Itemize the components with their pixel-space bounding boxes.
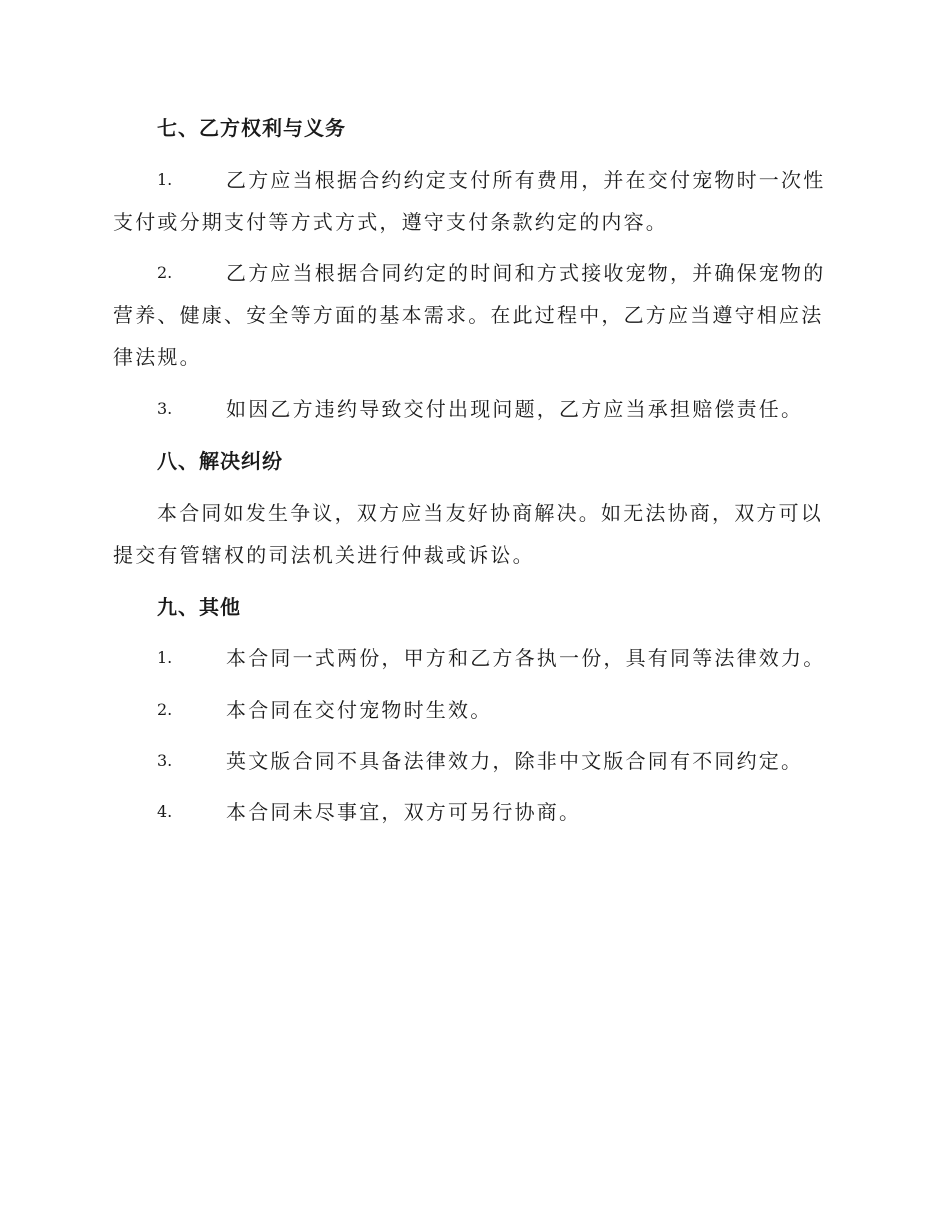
item-text: 本合同一式两份，甲方和乙方各执一份，具有同等法律效力。 — [226, 646, 826, 670]
item-text: 本合同在交付宠物时生效。 — [226, 698, 493, 722]
section-7-item-1 — [113, 159, 835, 243]
section-8-paragraph — [113, 492, 835, 576]
item-number: 2. — [157, 263, 173, 282]
item-number: 1. — [157, 170, 173, 189]
section-7-heading: 七、乙方权利与义务 — [157, 116, 346, 140]
section-9-item-3 — [113, 740, 835, 782]
section-9-item-2 — [113, 689, 835, 731]
item-text: 英文版合同不具备法律效力，除非中文版合同有不同约定。 — [226, 749, 804, 773]
paragraph-text: 本合同如发生争议，双方应当友好协商解决。如无法协商，双方可以提交有管辖权的司法机关进行仲裁或诉讼。 — [113, 501, 823, 567]
item-text: 乙方应当根据合同约定的时间和方式接收宠物，并确保宠物的营养、健康、安全等方面的基本需求。在此过程中，乙方应当遵守相应法律法规。 — [113, 261, 826, 369]
item-number: 4. — [157, 802, 173, 821]
item-number: 3. — [157, 751, 173, 770]
item-number: 2. — [157, 700, 173, 719]
section-9-item-1 — [113, 637, 835, 679]
section-8-heading: 八、解决纠纷 — [157, 449, 283, 473]
section-9-item-4 — [113, 791, 835, 833]
item-number: 3. — [157, 399, 173, 418]
section-7-item-2 — [113, 252, 835, 378]
item-text: 本合同未尽事宜，双方可另行协商。 — [226, 800, 582, 824]
section-9-heading: 九、其他 — [157, 595, 241, 619]
item-text: 如因乙方违约导致交付出现问题，乙方应当承担赔偿责任。 — [226, 397, 804, 421]
item-number: 1. — [157, 648, 173, 667]
section-7-item-3 — [113, 388, 835, 430]
item-text: 乙方应当根据合约约定支付所有费用，并在交付宠物时一次性支付或分期支付等方式方式，遵守支付条款约定的内容。 — [113, 168, 826, 234]
